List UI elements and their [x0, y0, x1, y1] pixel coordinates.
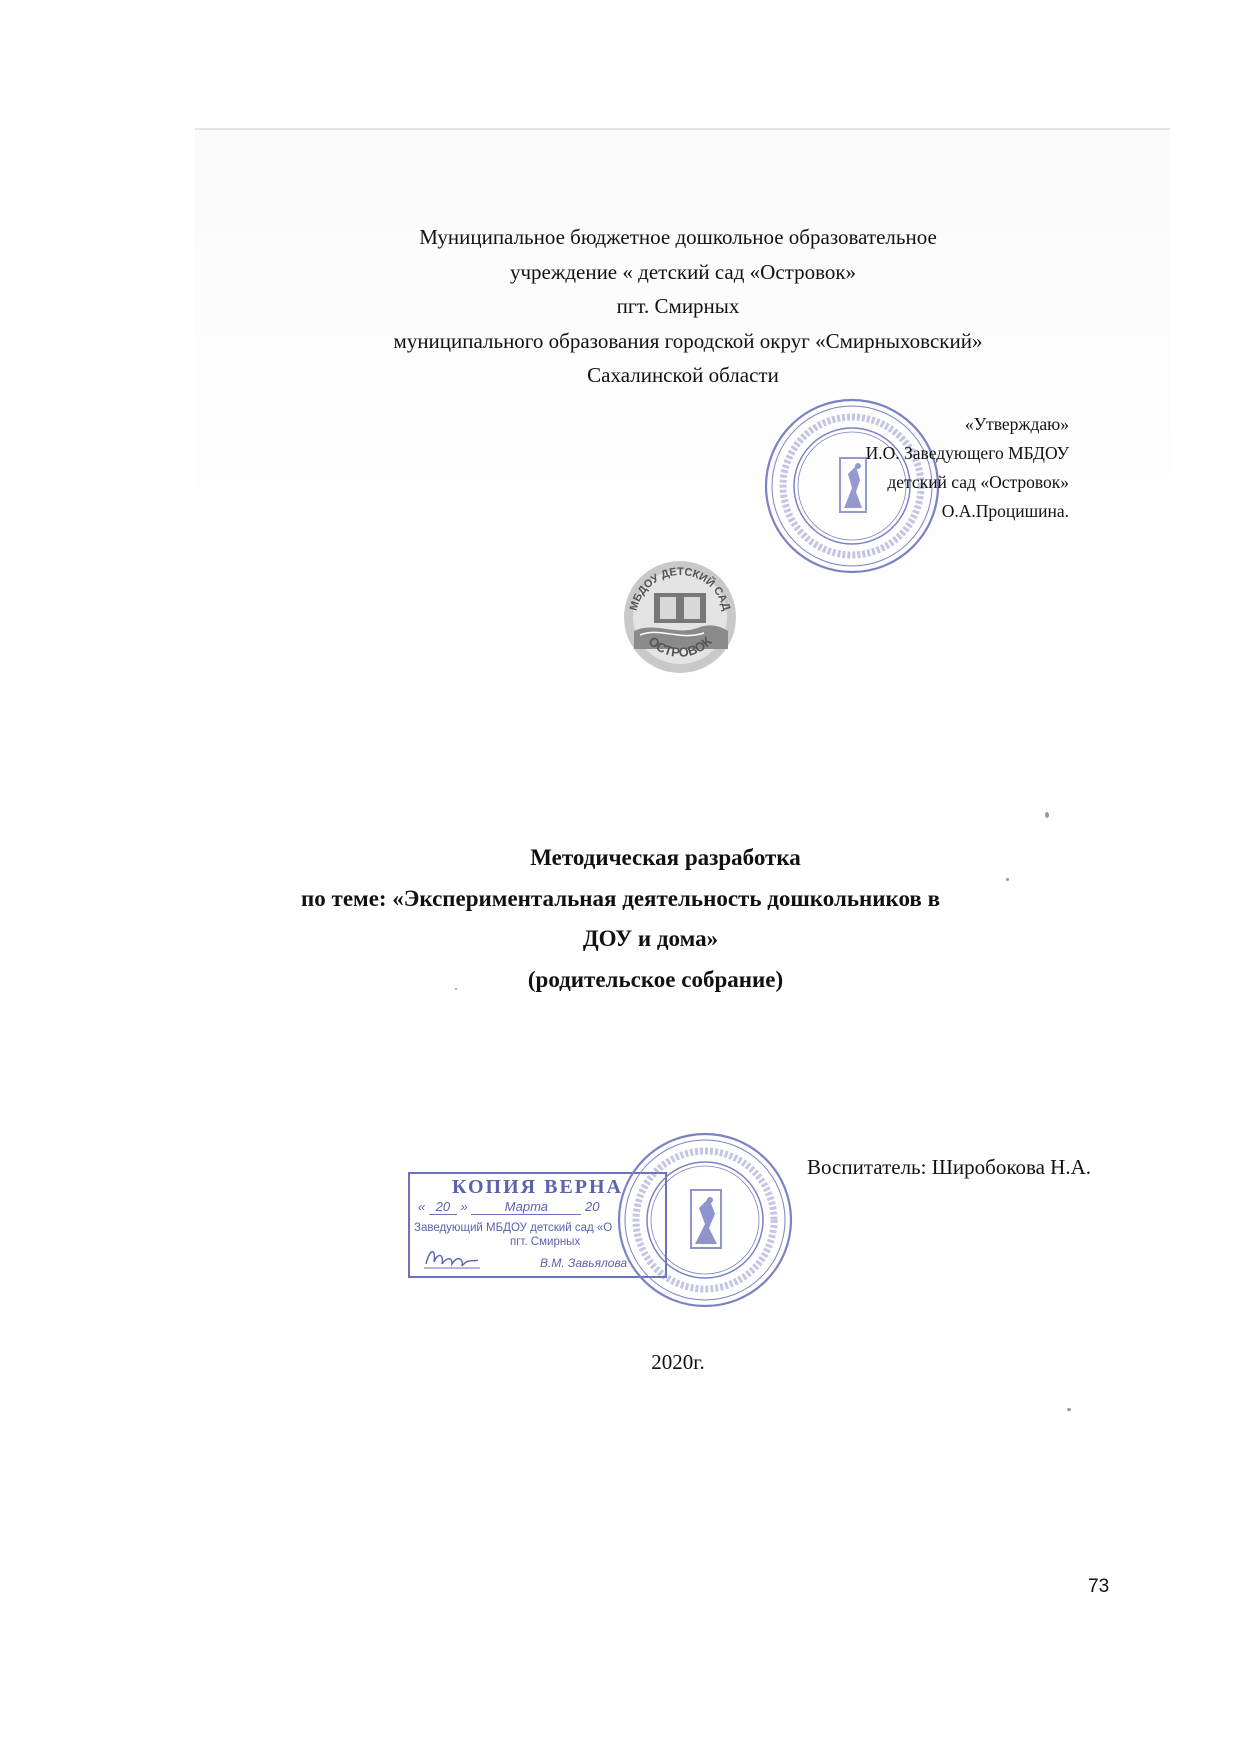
scan-speck: [1006, 878, 1009, 881]
org-line-5: Сахалинской области: [587, 363, 779, 387]
org-line-1: Муниципальное бюджетное дошкольное образовательное: [419, 225, 937, 249]
title-line-2: по теме: «Экспериментальная деятельность дошкольников в: [301, 885, 940, 911]
copy-stamp-date-year: 20: [584, 1199, 600, 1214]
organization-header: [0, 220, 1241, 393]
org-line-3: пгт. Смирных: [616, 294, 740, 318]
copy-stamp-date-sep: »: [460, 1199, 468, 1214]
year-text: 2020г.: [651, 1350, 705, 1374]
logo-text-bottom: ОСТРОВОК: [645, 633, 715, 661]
official-seal-bottom: [615, 1130, 795, 1310]
scan-speck: [1067, 1408, 1071, 1411]
kindergarten-logo: [620, 557, 740, 677]
approval-line-4: О.А.Процишина.: [941, 501, 1069, 521]
title-line-1: Методическая разработка: [530, 845, 801, 870]
approval-line-1: «Утверждаю»: [964, 414, 1069, 434]
org-line-4: муниципального образования городской округ «Смирныховский»: [393, 328, 983, 353]
approval-line-2: И.О. Заведующего МБДОУ: [865, 443, 1069, 463]
org-line-2: учреждение « детский сад «Островок»: [509, 259, 857, 284]
approval-line-3: детский сад «Островок»: [887, 472, 1069, 492]
copy-stamp-settlement: пгт. Смирных: [510, 1236, 581, 1248]
copy-stamp-date: [418, 1199, 599, 1215]
copy-stamp-position: Заведующий МБДОУ детский сад «О: [414, 1222, 613, 1234]
approval-block: [866, 410, 1069, 526]
logo-text-top: МБДОУ ДЕТСКИЙ САД: [627, 565, 733, 613]
copy-stamp-signatory: В.М. Завьялова: [540, 1256, 628, 1270]
author-line: Воспитатель: Широбокова Н.А.: [807, 1155, 1091, 1179]
copy-stamp-heading: КОПИЯ ВЕРНА: [451, 1176, 623, 1198]
copy-stamp-date-day: 20: [429, 1199, 457, 1215]
document-title: [0, 838, 1241, 1000]
title-line-4: (родительское собрание): [527, 966, 784, 992]
copy-stamp-date-month: Марта: [471, 1199, 581, 1215]
handwritten-signature: [422, 1244, 482, 1270]
copy-stamp-date-open: «: [418, 1199, 426, 1214]
page-number: 73: [1088, 1576, 1110, 1597]
title-line-3: ДОУ и дома»: [582, 926, 719, 951]
year-line: [0, 1350, 1241, 1375]
scan-speck: [455, 988, 457, 990]
scan-edge-line: [195, 128, 1170, 130]
scan-speck: [1045, 812, 1049, 818]
